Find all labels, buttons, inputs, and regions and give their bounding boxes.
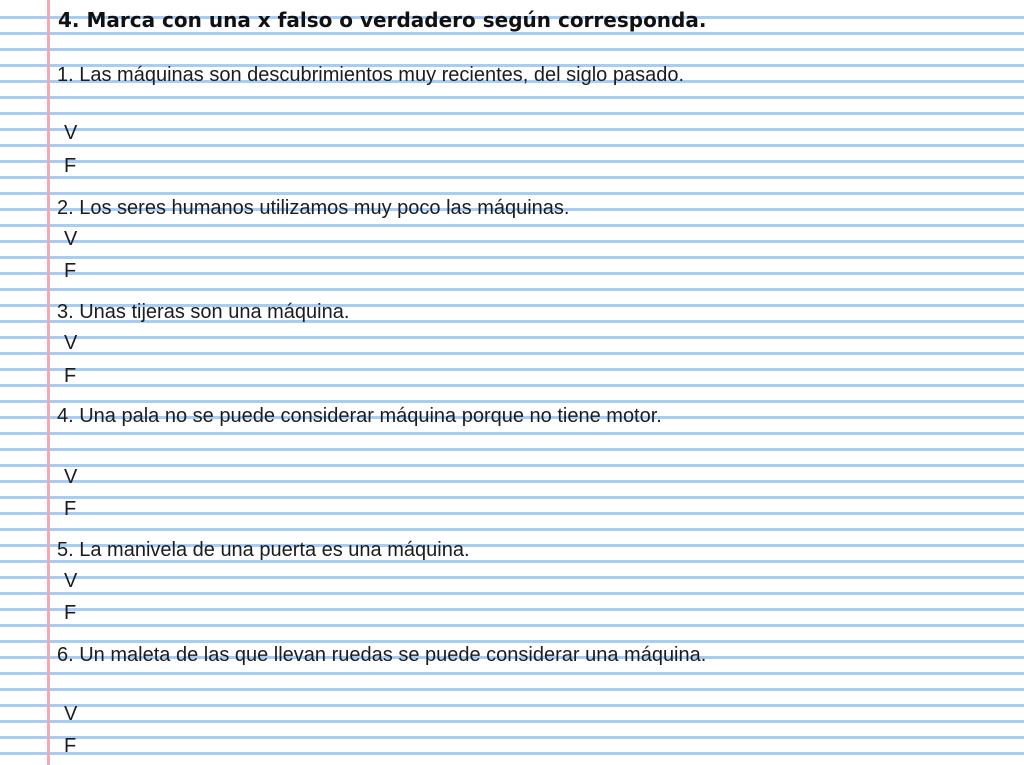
question-6-option-f[interactable]: F xyxy=(64,735,77,757)
question-4-option-f[interactable]: F xyxy=(64,498,77,520)
question-4-text: 4. Una pala no se puede considerar máquina porque no tiene motor. xyxy=(57,405,662,427)
question-3-option-v[interactable]: V xyxy=(64,332,78,354)
question-6-option-v[interactable]: V xyxy=(64,703,78,725)
question-2-option-f[interactable]: F xyxy=(64,260,77,282)
question-1-option-v[interactable]: V xyxy=(64,122,78,144)
question-5-option-f[interactable]: F xyxy=(64,602,77,624)
question-3-text: 3. Unas tijeras son una máquina. xyxy=(57,301,350,323)
exercise-title: 4. Marca con una x falso o verdadero según corresponda. xyxy=(58,8,707,32)
question-6-text: 6. Un maleta de las que llevan ruedas se puede considerar una máquina. xyxy=(57,644,707,666)
question-1-text: 1. Las máquinas son descubrimientos muy recientes, del siglo pasado. xyxy=(57,64,685,86)
question-5-option-v[interactable]: V xyxy=(64,570,78,592)
question-5-text: 5. La manivela de una puerta es una máquina. xyxy=(57,539,470,561)
question-3-option-f[interactable]: F xyxy=(64,365,77,387)
question-2-option-v[interactable]: V xyxy=(64,228,78,250)
question-2-text: 2. Los seres humanos utilizamos muy poco las máquinas. xyxy=(57,197,570,219)
question-4-option-v[interactable]: V xyxy=(64,466,78,488)
question-1-option-f[interactable]: F xyxy=(64,155,77,177)
